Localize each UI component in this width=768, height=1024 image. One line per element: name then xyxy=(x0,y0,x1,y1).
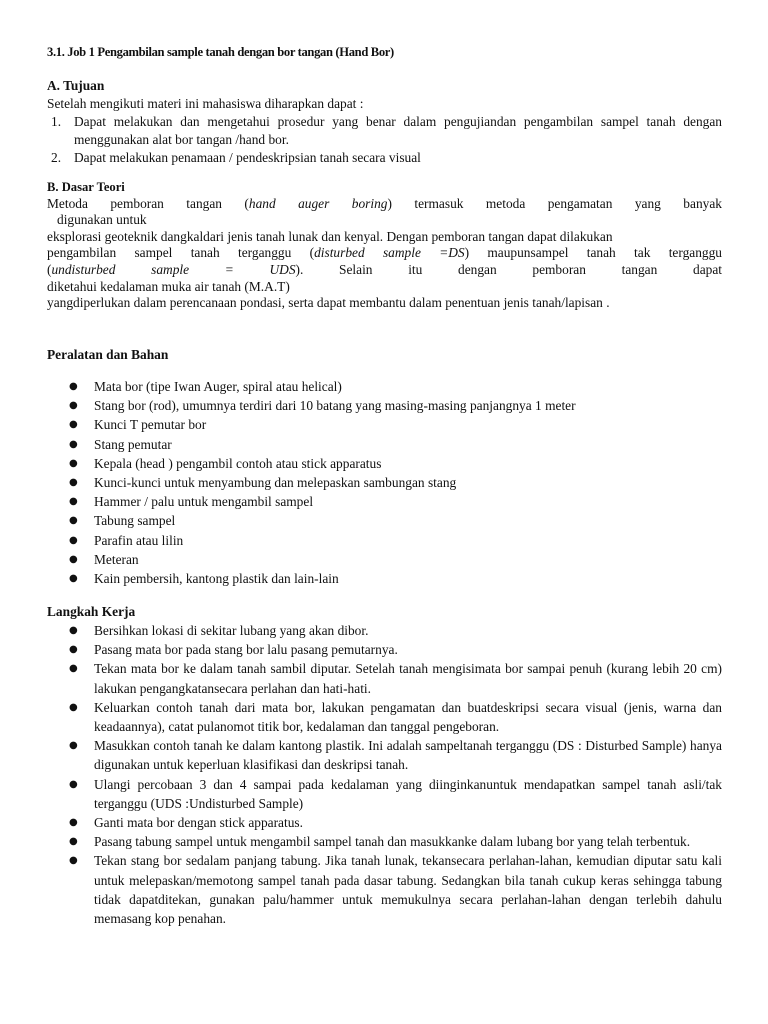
peralatan-item: ● Mata bor (tipe Iwan Auger, spiral atau helical) xyxy=(47,377,722,396)
peralatan-item: ● Stang pemutar xyxy=(47,435,722,454)
dasar-teori-line: diketahui kedalaman muka air tanah (M.A.T) xyxy=(47,278,290,294)
peralatan-item: ● Tabung sampel xyxy=(47,511,722,530)
dasar-teori-line: digunakan untuk xyxy=(57,212,147,228)
section-langkah-kerja xyxy=(47,603,722,928)
langkah-item: ● Keluarkan contoh tanah dari mata bor, lakukan pengamatan dan buatdeskripsi secara visual (jenis, warna dan keadaannya), catat pulanomot titik bor, kedalaman dan tanggal pengeboran. xyxy=(47,698,722,736)
peralatan-item: ● Kain pembersih, kantong plastik dan lain-lain xyxy=(47,569,722,588)
document-title: 3.1. Job 1 Pengambilan sample tanah dengan bor tangan (Hand Bor) xyxy=(47,45,394,59)
langkah-item: ● Tekan stang bor sedalam panjang tabung. Jika tanah lunak, tekansecara perlahan-lahan, kemudian diputar satu kali untuk melepaskan/memotong sampel tanah pada dasar tabung. Sedangkan bila tanah cukup keras sehingga tabung tidak dapatditekan, gunakan palu/hammer untuk memukulnya secara perlahan-lahan dengan terlebih dahulu memasang kop penahan. xyxy=(47,851,722,928)
peralatan-item: ● Meteran xyxy=(47,550,722,569)
dasar-teori-line xyxy=(47,262,722,279)
langkah-item: ● Ganti mata bor dengan stick apparatus. xyxy=(47,813,722,832)
langkah-list xyxy=(47,621,722,928)
langkah-item: ● Tekan mata bor ke dalam tanah sambil diputar. Setelah tanah mengisimata bor sampai penuh (kurang lebih 20 cm) lakukan pengangkatansecara perlahan dan hati-hati. xyxy=(47,659,722,697)
langkah-item: ● Bersihkan lokasi di sekitar lubang yang akan dibor. xyxy=(47,621,722,640)
langkah-heading: Langkah Kerja xyxy=(47,604,136,619)
tujuan-list xyxy=(47,113,722,167)
langkah-item: ● Ulangi percobaan 3 dan 4 sampai pada kedalaman yang diinginkanuntuk mendapatkan sampel tanah asli/tak terganggu (UDS :Undisturbed Sample) xyxy=(47,775,722,813)
peralatan-list xyxy=(47,377,722,588)
peralatan-item: ● Stang bor (rod), umumnya terdiri dari 10 batang yang masing-masing panjangnya 1 meter xyxy=(47,396,722,415)
peralatan-heading: Peralatan dan Bahan xyxy=(47,347,169,362)
langkah-item: ● Pasang mata bor pada stang bor lalu pasang pemutarnya. xyxy=(47,640,722,659)
tujuan-item-number: 1. xyxy=(51,114,62,129)
tujuan-item-number: 2. xyxy=(51,150,62,165)
section-tujuan xyxy=(47,77,722,167)
dasar-teori-line: yangdiperlukan dalam perencanaan pondasi, serta dapat membantu dalam penentuan jenis tanah/lapisan . xyxy=(47,295,610,311)
peralatan-item: ● Parafin atau lilin xyxy=(47,531,722,550)
dasar-teori-line xyxy=(47,245,722,262)
text-run: Metoda pemboran tangan ( xyxy=(47,195,249,211)
tujuan-intro: Setelah mengikuti materi ini mahasiswa diharapkan dapat : xyxy=(47,96,364,111)
tujuan-item-text: Dapat melakukan dan mengetahui prosedur yang benar dalam pengujiandan pengambilan sampel tanah dengan menggunakan alat bor tangan /hand bor. xyxy=(74,114,722,147)
italic-term: undisturbed sample = UDS xyxy=(51,261,296,277)
tujuan-heading: A. Tujuan xyxy=(47,78,105,93)
text-run: ) maupunsampel tanah tak terganggu xyxy=(464,245,722,261)
italic-term: disturbed sample =DS xyxy=(314,245,465,261)
italic-term: hand auger boring xyxy=(248,195,388,211)
dasar-teori-line xyxy=(47,196,722,213)
dasar-teori-heading: B. Dasar Teori xyxy=(47,180,125,194)
text-run: ). Selain itu dengan pemboran tangan dapat xyxy=(295,261,722,277)
text-run: pengambilan sampel tanah terganggu ( xyxy=(47,245,315,261)
peralatan-item: ● Kunci-kunci untuk menyambung dan melepaskan sambungan stang xyxy=(47,473,722,492)
section-dasar-teori xyxy=(47,179,722,312)
peralatan-item: ● Hammer / palu untuk mengambil sampel xyxy=(47,492,722,511)
peralatan-item: ● Kepala (head ) pengambil contoh atau stick apparatus xyxy=(47,454,722,473)
tujuan-item-text: Dapat melakukan penamaan / pendeskripsian tanah secara visual xyxy=(74,150,421,165)
text-run: ( xyxy=(47,261,52,277)
peralatan-item: ● Kunci T pemutar bor xyxy=(47,415,722,434)
langkah-item: ● Pasang tabung sampel untuk mengambil sampel tanah dan masukkanke dalam lubang bor yang telah terbentuk. xyxy=(47,832,722,851)
dasar-teori-line: eksplorasi geoteknik dangkaldari jenis tanah lunak dan kenyal. Dengan pemboran tangan dapat dilakukan xyxy=(47,228,613,244)
section-peralatan xyxy=(47,346,722,588)
text-run: ) termasuk metoda pengamatan yang banyak xyxy=(387,195,722,211)
tujuan-item xyxy=(47,113,722,149)
tujuan-item xyxy=(47,149,722,167)
langkah-item: ● Masukkan contoh tanah ke dalam kantong plastik. Ini adalah sampeltanah terganggu (DS : Disturbed Sample) hanya digunakan untuk keperluan klasifikasi dan deskripsi tanah. xyxy=(47,736,722,774)
